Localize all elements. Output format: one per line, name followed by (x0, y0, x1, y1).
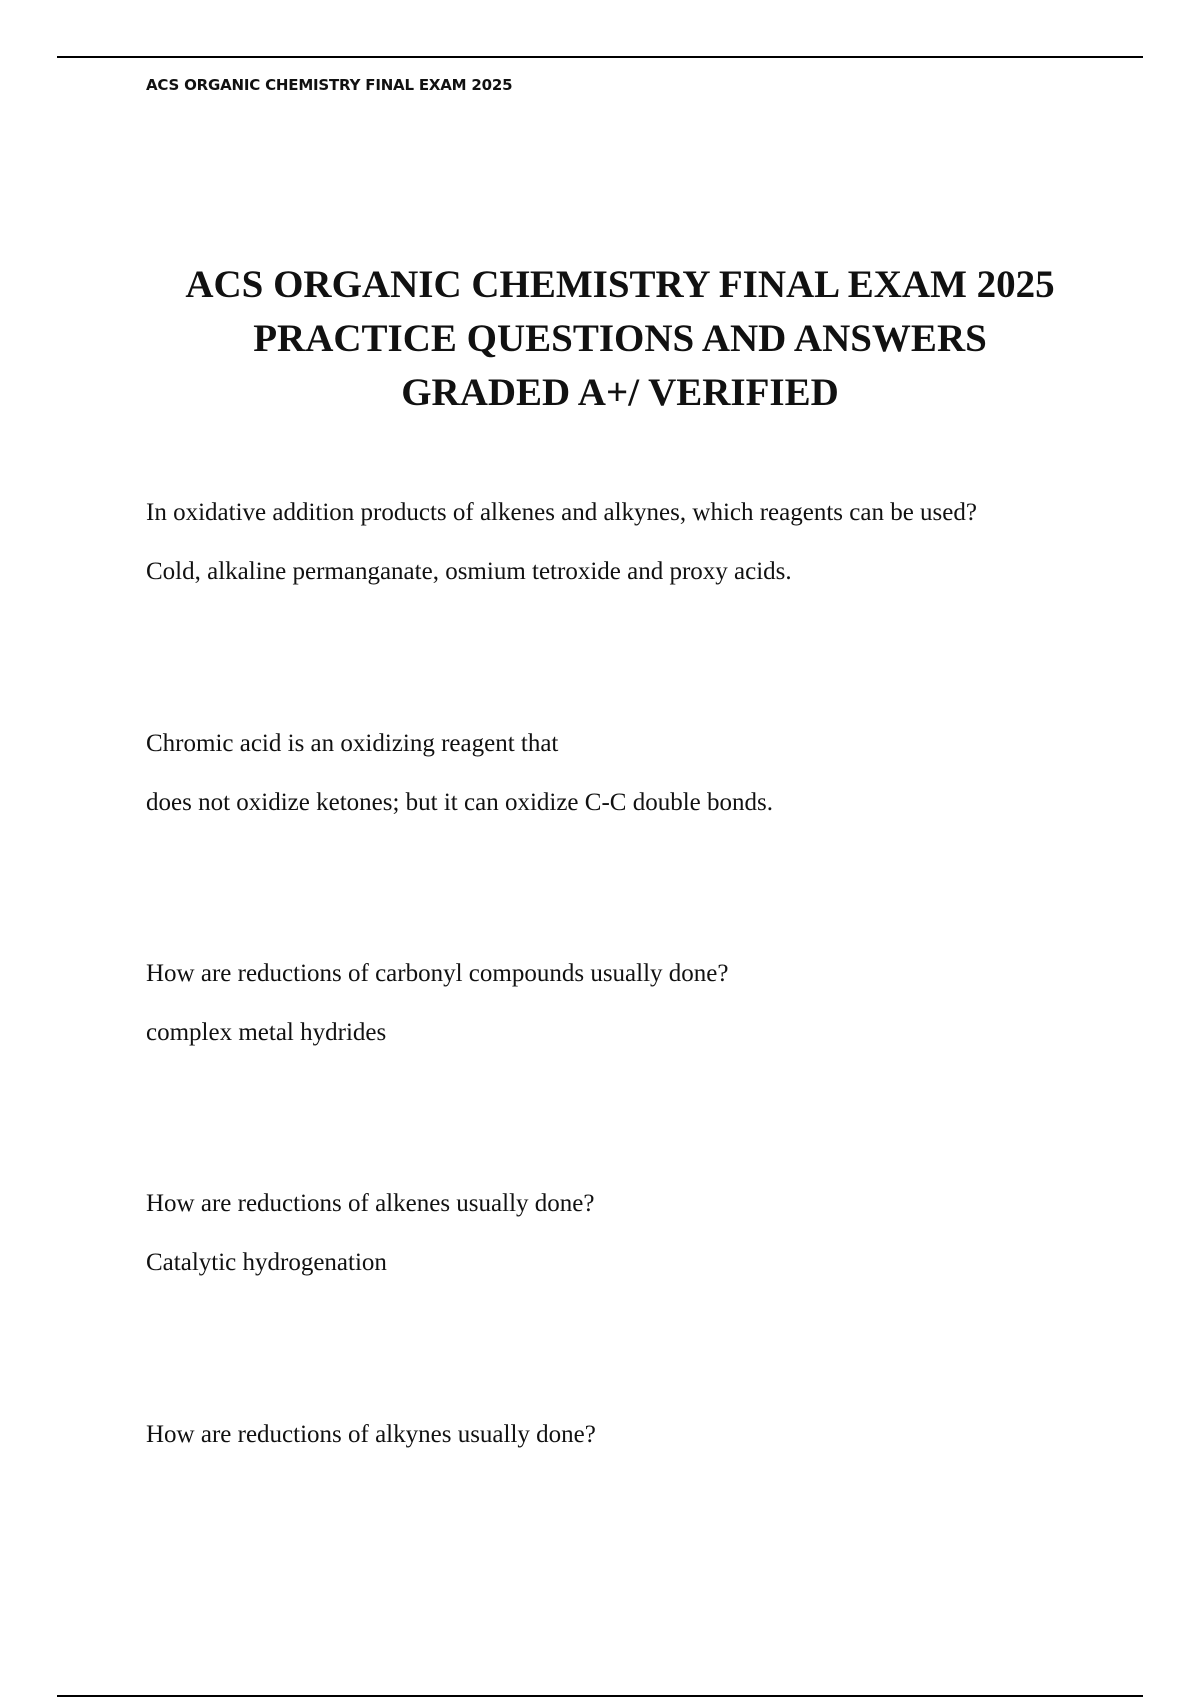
title-line-1: ACS ORGANIC CHEMISTRY FINAL EXAM 2025 (185, 263, 1055, 306)
question-2: Chromic acid is an oxidizing reagent that (146, 730, 559, 757)
answer-4: Catalytic hydrogenation (146, 1249, 387, 1276)
question-3: How are reductions of carbonyl compounds usually done? (146, 960, 729, 987)
title-line-2: PRACTICE QUESTIONS AND ANSWERS (253, 317, 987, 360)
answer-2: does not oxidize ketones; but it can oxidize C-C double bonds. (146, 789, 773, 816)
answer-1: Cold, alkaline permanganate, osmium tetroxide and proxy acids. (146, 558, 792, 585)
header-rule (57, 56, 1143, 58)
document-title (0, 258, 1200, 420)
footer-rule (57, 1695, 1143, 1697)
question-5: How are reductions of alkynes usually done? (146, 1421, 596, 1448)
question-4: How are reductions of alkenes usually done? (146, 1190, 595, 1217)
answer-3: complex metal hydrides (146, 1019, 387, 1046)
title-line-3: GRADED A+/ VERIFIED (401, 371, 839, 414)
question-1: In oxidative addition products of alkenes and alkynes, which reagents can be used? (146, 499, 977, 526)
running-header: ACS ORGANIC CHEMISTRY FINAL EXAM 2025 (146, 76, 513, 94)
